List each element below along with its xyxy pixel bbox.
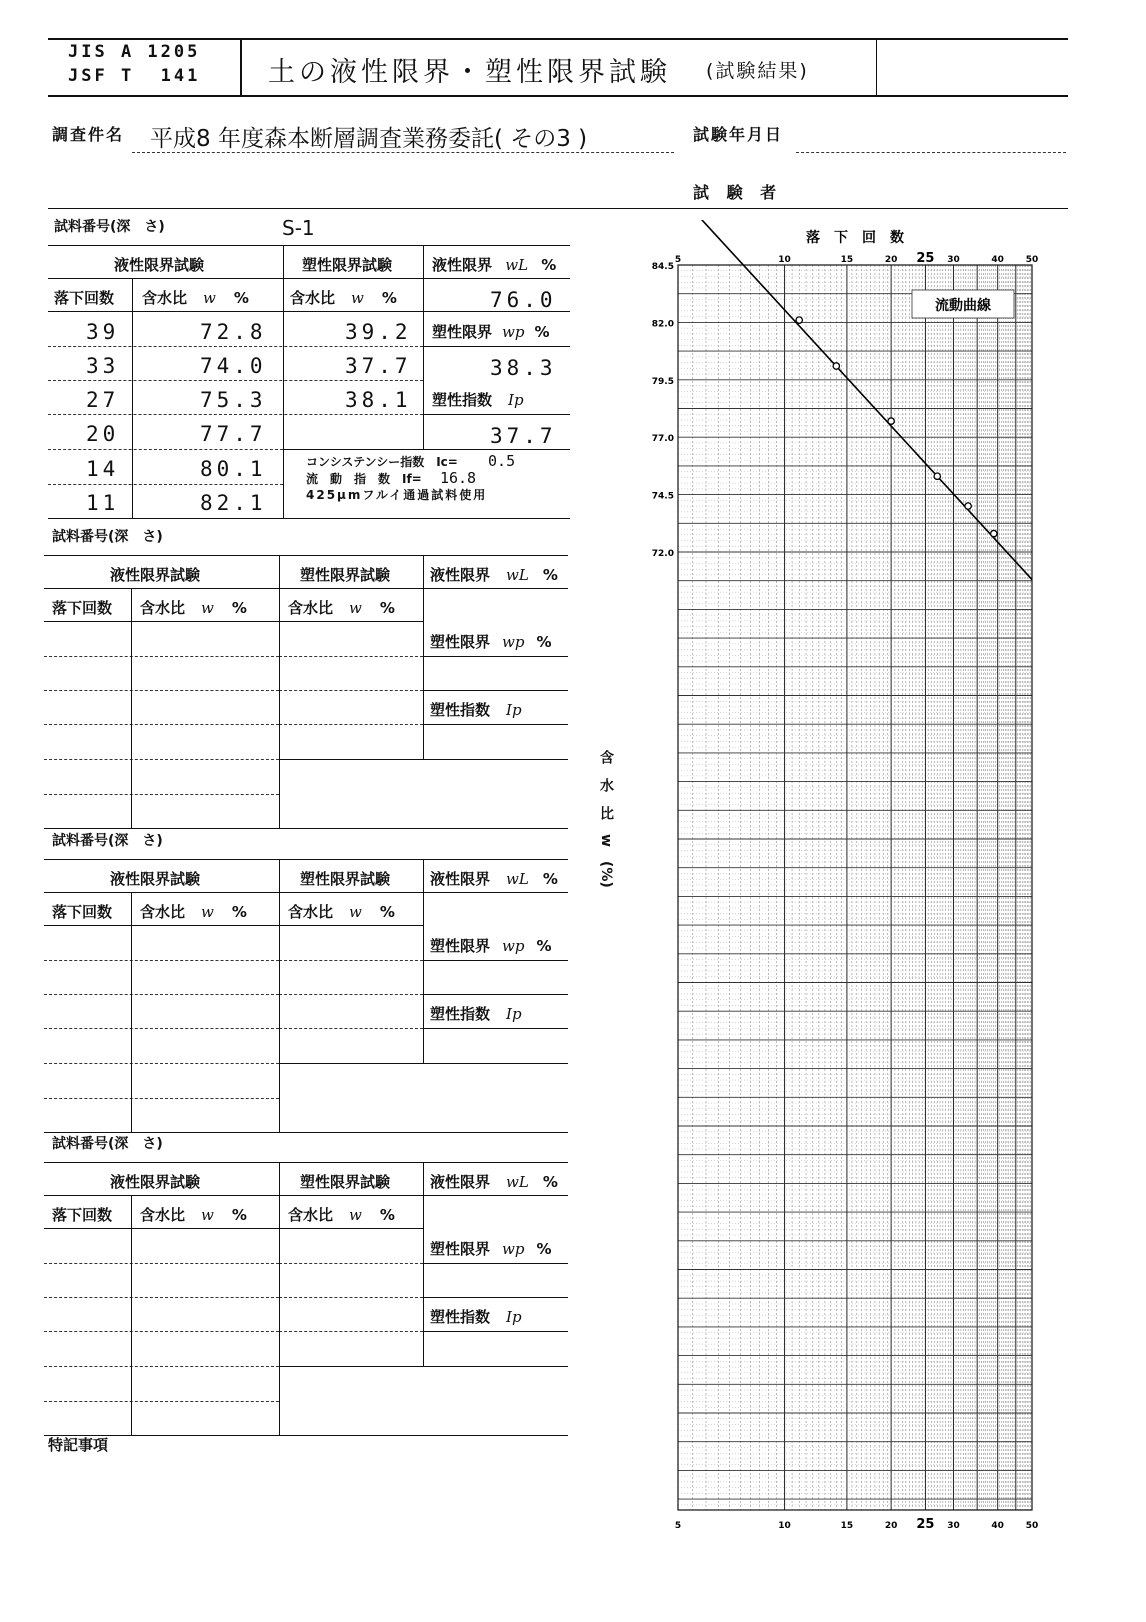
sample-no-label: 試料番号(深 さ) (52, 833, 163, 849)
row-rule (44, 859, 568, 860)
ip-symbol: Ip (506, 701, 522, 719)
data-point-39 (991, 530, 997, 536)
row-rule (279, 1063, 568, 1064)
row-rule (423, 1263, 568, 1264)
row-rule (44, 960, 279, 961)
row-rule (44, 1063, 279, 1064)
wc-0: 72.8 (200, 320, 267, 344)
liquid-test-header: 液性限界試験 (114, 256, 205, 274)
wc-text: 含水比 (288, 1206, 334, 1224)
wl-symbol: wL (506, 870, 529, 888)
wc-text: 含水比 (290, 289, 336, 307)
x-tick-bottom-50: 50 (1025, 1521, 1039, 1531)
header-divider-right (876, 38, 877, 95)
pl-text: 塑性限界 (430, 1240, 491, 1258)
meta-bottom-rule (48, 208, 1068, 209)
row-rule (48, 518, 570, 519)
remarks-label: 特記事項 (48, 1436, 109, 1454)
date-underline (796, 152, 1066, 153)
row-rule (423, 414, 570, 415)
wp-symbol: wp (502, 1240, 525, 1258)
pct-symbol: % (379, 903, 395, 921)
pct-symbol: % (542, 870, 558, 888)
x-tick-top-20: 20 (884, 255, 898, 265)
pct-symbol: % (231, 1206, 247, 1224)
drops-header: 落下回数 (52, 599, 113, 617)
row-rule (44, 1028, 279, 1029)
row-rule (44, 1228, 424, 1229)
sample-no-label: 試料番号(深 さ) (54, 219, 165, 235)
flow-curve-line (678, 220, 1032, 580)
plastic-index-label (430, 1306, 522, 1327)
pl-water-content-header (288, 901, 395, 922)
wc-2: 75.3 (200, 388, 267, 412)
pi-text: 塑性指数 (432, 391, 493, 409)
wc-3: 77.7 (200, 422, 267, 446)
data-point-11 (796, 317, 802, 323)
pct-symbol: % (233, 289, 249, 307)
row-rule (279, 1028, 423, 1029)
pct-symbol: % (381, 289, 397, 307)
pct-symbol: % (542, 566, 558, 584)
col-rule (132, 278, 133, 518)
x-tick-bottom-5: 5 (674, 1521, 682, 1531)
wc-4: 80.1 (200, 457, 267, 481)
row-rule (279, 656, 423, 657)
flow-curve-chart (630, 220, 1050, 1540)
row-rule (44, 1297, 279, 1298)
header-top-rule (48, 38, 1068, 40)
wc-text: 含水比 (288, 903, 334, 921)
row-rule (283, 449, 570, 450)
row-rule (48, 380, 423, 381)
y-tick-74.5: 74.5 (651, 491, 674, 502)
w-symbol: w (201, 599, 214, 617)
col-rule (279, 555, 280, 828)
water-content-header (140, 597, 247, 618)
wl-symbol: wL (505, 256, 529, 274)
x-tick-bottom-25: 25 (916, 1517, 935, 1532)
plot-frame (678, 265, 1032, 1510)
sample-id: S-1 (282, 216, 315, 240)
drops-3: 20 (86, 422, 120, 446)
liquid-limit-header (430, 1171, 558, 1192)
liquid-limit-header (430, 868, 558, 889)
liquid-limit-text: 液性限界 (430, 1173, 491, 1191)
wl-symbol: wL (506, 566, 529, 584)
drops-header: 落下回数 (54, 289, 115, 307)
sample-no-label: 試料番号(深 さ) (52, 529, 163, 545)
consistency-index-line (306, 452, 515, 470)
liquid-test-header: 液性限界試験 (110, 1173, 201, 1191)
row-rule (423, 724, 568, 725)
plastic-index-label (430, 699, 522, 720)
wp-value: 38.3 (490, 356, 557, 380)
x-tick-bottom-10: 10 (778, 1521, 791, 1531)
plastic-test-header: 塑性限界試験 (300, 870, 391, 888)
pct-symbol: % (231, 903, 247, 921)
col-rule (423, 555, 424, 759)
pct-symbol: % (536, 633, 552, 651)
row-rule (48, 414, 423, 415)
wl-symbol: wL (506, 1173, 529, 1191)
row-rule (423, 346, 570, 347)
pct-symbol: % (379, 599, 395, 617)
row-rule (44, 994, 279, 995)
col-rule (131, 588, 132, 828)
row-rule (44, 925, 424, 926)
wc-1: 74.0 (200, 354, 267, 378)
project-label: 調査件名 (52, 125, 125, 144)
wc-text: 含水比 (142, 289, 188, 307)
col-rule (131, 892, 132, 1132)
liquid-test-header: 液性限界試験 (110, 870, 201, 888)
row-rule (44, 828, 568, 829)
sieve-note: 425μmフルイ通過試料使用 (306, 488, 488, 502)
liquid-limit-text: 液性限界 (430, 870, 491, 888)
pct-symbol: % (231, 599, 247, 617)
ip-value: 37.7 (490, 424, 557, 448)
x-tick-bottom-15: 15 (840, 1521, 854, 1531)
row-rule (48, 245, 570, 246)
pi-text: 塑性指数 (430, 701, 491, 719)
w-symbol: w (203, 289, 216, 307)
drops-0: 39 (86, 320, 120, 344)
drops-header: 落下回数 (52, 1206, 113, 1224)
row-rule (279, 1366, 568, 1367)
wp-symbol: wp (502, 323, 525, 341)
page-title: 土の液性限界・塑性限界試験 (268, 57, 671, 88)
w-symbol: w (201, 903, 214, 921)
x-tick-top-5: 5 (674, 255, 682, 265)
col-rule (283, 245, 284, 518)
pi-text: 塑性指数 (430, 1308, 491, 1326)
row-rule (44, 759, 279, 760)
drops-header: 落下回数 (52, 903, 113, 921)
project-underline (132, 152, 674, 153)
pl-text: 塑性限界 (430, 633, 491, 651)
drops-1: 33 (86, 354, 120, 378)
col-rule (423, 859, 424, 1063)
row-rule (279, 960, 423, 961)
water-content-header (140, 901, 247, 922)
row-rule (44, 555, 568, 556)
plastic-limit-label (432, 321, 550, 342)
ic-value: 0.5 (488, 452, 516, 470)
x-tick-bottom-40: 40 (991, 1521, 1004, 1531)
row-rule (44, 1195, 568, 1196)
project-value: 平成8 年度森本断層調査業務委託( その3 ) (150, 126, 588, 152)
row-rule (279, 994, 423, 995)
plastic-index-label (432, 389, 524, 410)
y-tick-79.5: 79.5 (651, 376, 674, 387)
pct-symbol: % (541, 256, 557, 274)
data-point-14 (833, 363, 839, 369)
pl-water-content-header (288, 597, 395, 618)
col-rule (423, 245, 424, 449)
row-rule (279, 1263, 423, 1264)
row-rule (44, 1401, 279, 1402)
y-tick-72.0: 72.0 (651, 549, 674, 559)
row-rule (423, 1297, 568, 1298)
plastic-limit-label (430, 631, 552, 652)
pl-text: 塑性限界 (430, 937, 491, 955)
header-divider (240, 38, 242, 95)
if-value: 16.8 (439, 469, 477, 487)
row-rule (279, 690, 423, 691)
row-rule (48, 278, 570, 279)
plastic-test-header: 塑性限界試験 (302, 256, 393, 274)
wc-text: 含水比 (140, 1206, 186, 1224)
row-rule (44, 1098, 279, 1099)
x-tick-bottom-30: 30 (947, 1521, 960, 1531)
row-rule (423, 994, 568, 995)
drops-5: 11 (86, 491, 120, 515)
flow-index-line (306, 469, 476, 487)
row-rule (423, 690, 568, 691)
wc-text: 含水比 (140, 903, 186, 921)
x-tick-top-10: 10 (778, 255, 791, 265)
y-tick-84.5: 84.5 (651, 262, 674, 272)
plastic-test-header: 塑性限界試験 (300, 1173, 391, 1191)
x-tick-top-15: 15 (840, 255, 854, 265)
ip-symbol: Ip (508, 391, 524, 409)
wc-text: 含水比 (140, 599, 186, 617)
pct-symbol: % (534, 323, 550, 341)
row-rule (44, 1366, 279, 1367)
chart-ylabel: 含 水 比 w (%) (598, 750, 614, 888)
pl-water-content-header (288, 1204, 395, 1225)
plastic-test-header: 塑性限界試験 (300, 566, 391, 584)
liquid-limit-text: 液性限界 (432, 256, 493, 274)
row-rule (48, 449, 283, 450)
wc-text: 含水比 (288, 599, 334, 617)
col-rule (131, 1195, 132, 1435)
plwc-1: 37.7 (345, 354, 412, 378)
pct-symbol: % (536, 1240, 552, 1258)
w-symbol: w (349, 1206, 362, 1224)
pct-symbol: % (379, 1206, 395, 1224)
row-rule (48, 346, 423, 347)
flow-label: 流 動 指 数 If= (306, 472, 422, 486)
chart-title: 流動曲線 (935, 298, 991, 314)
wl-value: 76.0 (490, 288, 557, 312)
pct-symbol: % (542, 1173, 558, 1191)
row-rule (279, 1297, 423, 1298)
drops-4: 14 (86, 457, 120, 481)
x-tick-top-30: 30 (947, 255, 960, 265)
liquid-test-header: 液性限界試験 (110, 566, 201, 584)
x-tick-top-50: 50 (1025, 255, 1039, 265)
pl-text: 塑性限界 (432, 323, 493, 341)
row-rule (423, 960, 568, 961)
pct-symbol: % (536, 937, 552, 955)
wp-symbol: wp (502, 633, 525, 651)
x-tick-top-40: 40 (991, 255, 1004, 265)
tester-label: 試 験 者 (693, 183, 783, 202)
y-tick-77.0: 77.0 (651, 434, 674, 445)
ip-symbol: Ip (506, 1005, 522, 1023)
liquid-limit-header (430, 564, 558, 585)
row-rule (44, 1331, 279, 1332)
plwc-2: 38.1 (345, 388, 412, 412)
w-symbol: w (349, 903, 362, 921)
data-point-20 (888, 418, 894, 424)
data-point-33 (965, 503, 971, 509)
row-rule (44, 588, 568, 589)
pi-text: 塑性指数 (430, 1005, 491, 1023)
standard-code-2: JSF T 141 (68, 66, 201, 86)
row-rule (44, 892, 568, 893)
wc-5: 82.1 (200, 491, 267, 515)
row-rule (44, 1162, 568, 1163)
water-content-header (142, 287, 249, 308)
col-rule (279, 859, 280, 1132)
standard-code-1: JIS A 1205 (68, 42, 201, 62)
x-tick-bottom-20: 20 (884, 1521, 898, 1531)
row-rule (48, 484, 283, 485)
consistency-label: コンシステンシー指数 Ic= (306, 455, 458, 469)
date-label: 試験年月日 (693, 125, 784, 144)
data-point-27 (934, 473, 940, 479)
col-rule (423, 1162, 424, 1366)
sample-no-label: 試料番号(深 さ) (52, 1136, 163, 1152)
row-rule (423, 656, 568, 657)
header-bottom-rule (48, 95, 1068, 97)
row-rule (423, 1028, 568, 1029)
w-symbol: w (349, 599, 362, 617)
w-symbol: w (201, 1206, 214, 1224)
ip-symbol: Ip (506, 1308, 522, 1326)
plastic-limit-label (430, 935, 552, 956)
row-rule (279, 1331, 423, 1332)
plastic-index-label (430, 1003, 522, 1024)
x-tick-top-25: 25 (916, 251, 935, 266)
row-rule (44, 1435, 568, 1436)
row-rule (44, 794, 279, 795)
wp-symbol: wp (502, 937, 525, 955)
row-rule (423, 1331, 568, 1332)
page-title-suffix: (試験結果) (706, 60, 809, 82)
drops-2: 27 (86, 388, 120, 412)
liquid-limit-header (432, 254, 556, 275)
row-rule (44, 724, 279, 725)
row-rule (44, 656, 279, 657)
y-tick-82.0: 82.0 (651, 319, 674, 330)
row-rule (279, 724, 423, 725)
row-rule (44, 690, 279, 691)
pl-water-content-header (290, 287, 397, 308)
col-rule (279, 1162, 280, 1435)
row-rule (44, 621, 424, 622)
w-symbol: w (351, 289, 364, 307)
row-rule (44, 1263, 279, 1264)
plwc-0: 39.2 (345, 320, 412, 344)
row-rule (279, 759, 568, 760)
plastic-limit-label (430, 1238, 552, 1259)
liquid-limit-text: 液性限界 (430, 566, 491, 584)
x-axis-title: 落 下 回 数 (806, 230, 904, 246)
water-content-header (140, 1204, 247, 1225)
